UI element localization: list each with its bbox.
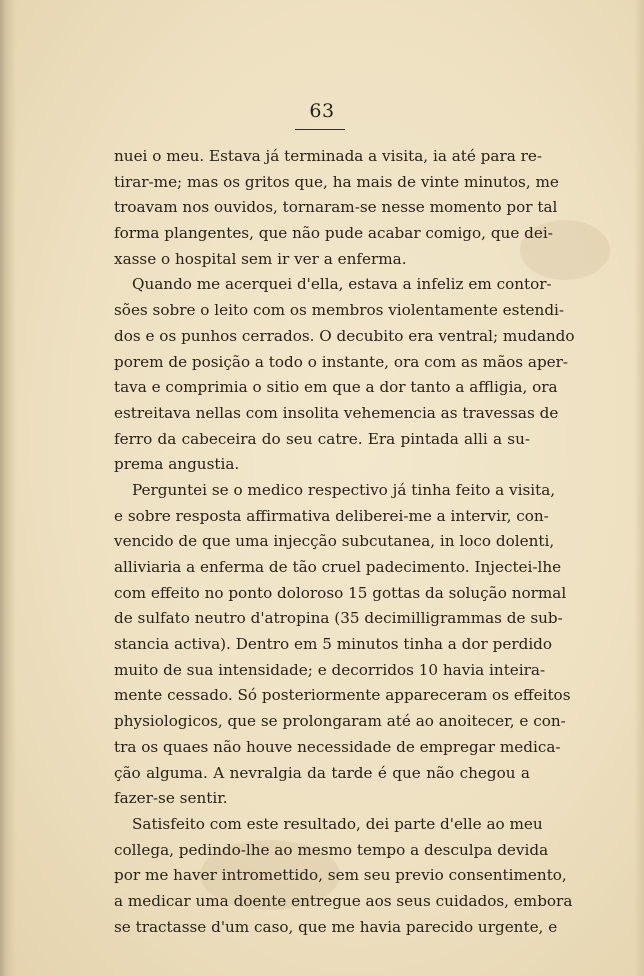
text-line: mente cessado. Só posteriormente appareceram os effeitos (114, 686, 571, 705)
page-gutter-shadow (0, 0, 16, 976)
text-line: stancia activa). Dentro em 5 minutos tinha a dor perdido (114, 635, 553, 654)
body-text (114, 144, 575, 940)
text-line: porem de posição a todo o instante, ora com as mãos aper- (114, 352, 569, 371)
text-line: e sobre resposta affirmativa deliberei-me a intervir, con- (114, 506, 549, 525)
text-line: ferro da cabeceira do seu catre. Era pintada alli a su- (114, 429, 530, 448)
text-line: troavam nos ouvidos, tornaram-se nesse momento por tal (114, 198, 558, 217)
text-line: alliviaria a enferma de tão cruel padecimento. Injectei-lhe (114, 558, 562, 576)
text-line: de sulfato neutro d'atropina (35 decimilligrammas de sub- (114, 609, 563, 628)
page-edge-shadow (634, 0, 644, 976)
text-line: physiologicos, que se prolongaram até ao anoitecer, e con- (114, 712, 566, 731)
text-line: vencido de que uma injecção subcutanea, in loco dolenti, (114, 532, 555, 551)
text-line: sões sobre o leito com os membros violentamente estendi- (114, 301, 565, 320)
paragraph-start: Satisfeito com este resultado, dei parte d'elle ao meu (132, 814, 543, 833)
text-line: tirar-me; mas os gritos que, ha mais de vinte minutos, me (114, 172, 559, 191)
paragraph-start: Quando me acerquei d'ella, estava a infeliz em contor- (132, 275, 552, 294)
text-line: se tractasse d'um caso, que me havia parecido urgente, e (114, 917, 558, 936)
text-line: forma plangentes, que não pude acabar comigo, que dei- (114, 224, 553, 243)
text-line: fazer-se sentir. (114, 789, 228, 808)
text-line: dos e os punhos cerrados. O decubito era ventral; mudando (114, 326, 575, 345)
text-line: a medicar uma doente entregue aos seus cuidados, embora (114, 891, 573, 910)
text-line: com effeito no ponto doloroso 15 gottas da solução normal (114, 583, 567, 602)
text-line: tra os quaes não houve necessidade de empregar medica- (114, 737, 561, 756)
page-number-rule (295, 129, 345, 130)
text-line: collega, pedindo-lhe ao mesmo tempo a desculpa devida (114, 840, 549, 859)
text-line: nuei o meu. Estava já terminada a visita, ia até para re- (114, 147, 542, 165)
text-line: muito de sua intensidade; e decorridos 10 havia inteira- (114, 660, 546, 679)
page-number: 63 (309, 100, 335, 122)
text-line: tava e comprimia o sitio em que a dor tanto a affligia, ora (114, 378, 558, 397)
text-line: prema angustia. (114, 455, 240, 474)
paragraph-start: Perguntei se o medico respectivo já tinha feito a visita, (132, 480, 556, 499)
text-line: ção alguma. A nevralgia da tarde é que não chegou a (114, 763, 530, 782)
text-line: por me haver intromettido, sem seu previo consentimento, (114, 866, 567, 885)
text-line: estreitava nellas com insolita vehemencia as travessas de (114, 403, 559, 422)
text-line: xasse o hospital sem ir ver a enferma. (114, 249, 407, 268)
